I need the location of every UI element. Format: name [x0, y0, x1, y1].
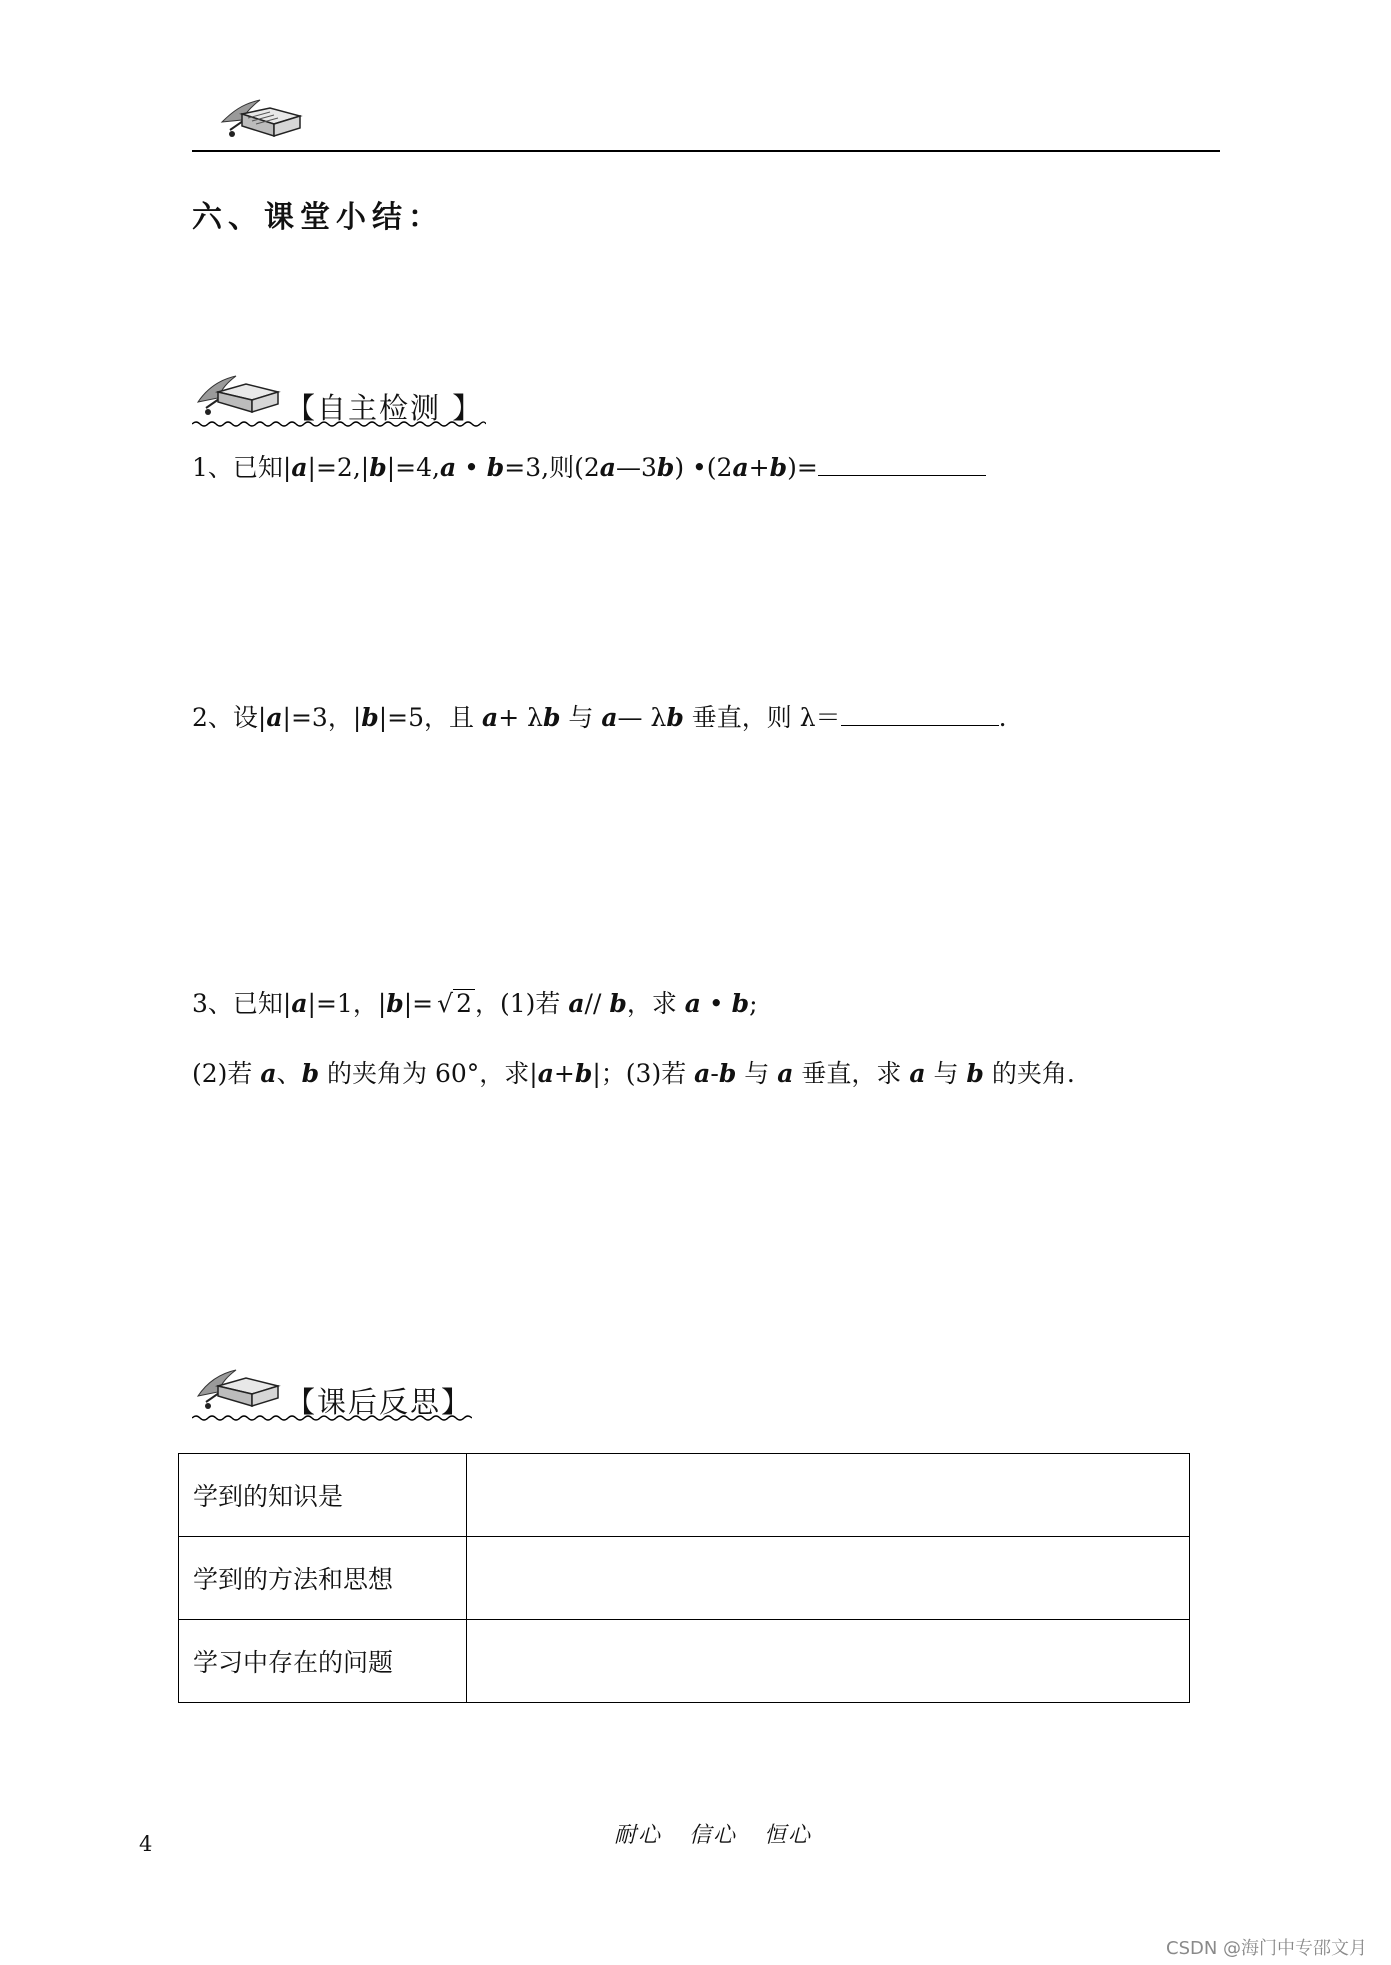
self-test-heading: 【自主检测 】	[286, 391, 484, 425]
question-3-line-1: 3、已知|a|=1，|b|= √ 2 ，(1)若 a// b，求 a • b;	[192, 989, 758, 1018]
reflection-input-knowledge[interactable]	[467, 1454, 1190, 1537]
reflection-input-methods[interactable]	[467, 1537, 1190, 1620]
self-test-heading-underline	[192, 420, 486, 428]
reflection-heading-underline	[192, 1414, 472, 1422]
table-row	[179, 1620, 1190, 1703]
reflection-label-knowledge: 学到的知识是	[179, 1454, 467, 1537]
self-test-heading-icon	[192, 368, 288, 418]
section-title: 六、课堂小结：	[192, 200, 444, 235]
sqrt-symbol: √ 2	[433, 989, 475, 1018]
reflection-input-problems[interactable]	[467, 1620, 1190, 1703]
page-number: 4	[139, 1832, 153, 1856]
question-3-line-2: (2)若 a、b 的夹角为 60°，求|a+b|；(3)若 a-b 与 a 垂直，求 a 与 b 的夹角.	[192, 1059, 1075, 1088]
question-2: 2、设|a|=3，|b|=5，且 a+ λb 与 a— λb 垂直，则 λ＝ .	[192, 703, 1007, 732]
answer-blank-1[interactable]	[818, 453, 986, 476]
header-rule	[192, 150, 1220, 152]
table-row	[179, 1537, 1190, 1620]
reflection-heading-icon	[192, 1362, 288, 1412]
question-1: 1、已知|a|=2,|b|=4,a • b=3,则(2a—3b) •(2a+b)=	[192, 448, 986, 484]
header-book-icon	[212, 94, 308, 144]
reflection-label-problems: 学习中存在的问题	[179, 1620, 467, 1703]
answer-blank-2[interactable]	[841, 703, 999, 726]
reflection-heading: 【课后反思】	[286, 1385, 473, 1419]
reflection-table	[178, 1453, 1190, 1703]
reflection-label-methods: 学到的方法和思想	[179, 1537, 467, 1620]
table-row	[179, 1454, 1190, 1537]
footer-motto: 耐心 信心 恒心	[614, 1823, 812, 1848]
watermark: CSDN @海门中专邵文月	[1166, 1938, 1368, 1959]
